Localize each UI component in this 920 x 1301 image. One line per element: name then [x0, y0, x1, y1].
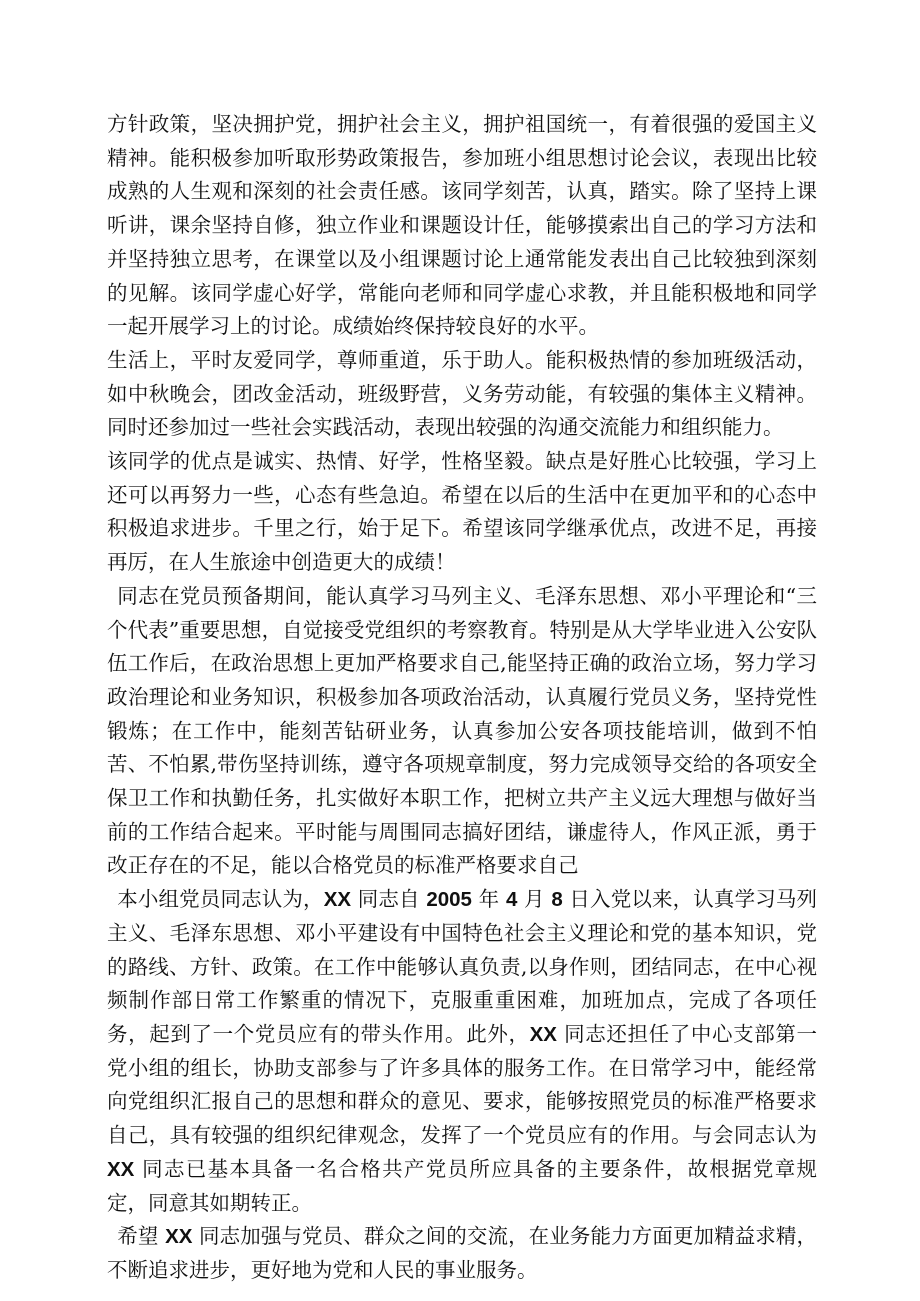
paragraph-text: 希望: [117, 1224, 166, 1249]
document-body: [107, 108, 817, 1288]
paragraph-text: 方针政策，坚决拥护党，拥护社会主义，拥护祖国统一，有着很强的爱国主义精神。能积极参加听取形势政策报告，参加班小组思想讨论会议，表现出比较成熟的人生观和深刻的社会责任感。该同学刻苦，认真，踏实。除了坚持上课听讲，课余坚持自修，独立作业和课题设计任，能够摸索出自己的学习方法和并坚持独立思考，在课堂以及小组课题讨论上通常能发表出自己比较独到深刻的见解。该同学虚心好学，常能向老师和同学虚心求教，并且能积极地和同学一起开展学习上的讨论。成绩始终保持较良好的水平。: [107, 112, 817, 339]
paragraph-text: 月: [517, 887, 552, 912]
paragraph-text: 年: [471, 887, 506, 912]
paragraph-text: 日入党以来，认真学习马列主义、毛泽东思想、邓小平建设有中国特色社会主义理论和党的基本知识，党的路线、方针、政策。在工作中能够认真负责,以身作则，团结同志，在中心视频制作部日常工作繁重的情况下，克服重重困难，加班加点，完成了各项任务，起到了一个党员应有的带头作用。此外，: [107, 887, 818, 1046]
paragraph-evaluation: [107, 445, 817, 580]
paragraph-text: 生活上，平时友爱同学，尊师重道，乐于助人。能积极热情的参加班级活动，如中秋晚会，团改金活动，班级野营，义务劳动能，有较强的集体主义精神。同时还参加过一些社会实践活动，表现出较强的沟通交流能力和组织能力。: [107, 347, 817, 440]
name-placeholder: XX: [165, 1225, 193, 1249]
month-value: 4: [505, 888, 518, 912]
paragraph-group-opinion: [107, 883, 817, 1220]
year-value: 2005: [426, 888, 472, 912]
paragraph-text: 同志已基本具备一名合格共产党员所应具备的主要条件，故根据党章规定，同意其如期转正。: [107, 1156, 817, 1215]
paragraph-political: [107, 108, 817, 344]
paragraph-life: [107, 344, 817, 445]
paragraph-text: 本小组党员同志认为，: [117, 887, 324, 912]
paragraph-text: 该同学的优点是诚实、热情、好学，性格坚毅。缺点是好胜心比较强，学习上还可以再努力一些，心态有些急迫。希望在以后的生活中在更加平和的心态中积极追求进步。千里之行，始于足下。希望该同学继承优点，改进不足，再接再厉，在人生旅途中创造更大的成绩！: [107, 449, 817, 575]
paragraph-text: 同志加强与党员、群众之间的交流，在业务能力方面更加精益求精，不断追求进步，更好地为党和人民的事业服务。: [107, 1224, 817, 1282]
paragraph-hope: [107, 1220, 817, 1287]
paragraph-text: 同志还担任了中心支部第一党小组的组长，协助支部参与了许多具体的服务工作。在日常学习中，能经常向党组织汇报自己的思想和群众的意见、要求，能够按照党员的标准严格要求自己，具有较强的组织纪律观念，发挥了一个党员应有的作用。与会同志认为: [107, 1021, 817, 1148]
name-placeholder: XX: [323, 888, 352, 912]
name-placeholder: XX: [529, 1022, 557, 1046]
name-placeholder: XX: [107, 1157, 135, 1181]
paragraph-text: 同志在党员预备期间，能认真学习马列主义、毛泽东思想、邓小平理论和“三个代表”重要思想，自觉接受党组织的考察教育。特别是从大学毕业进入公安队伍工作后，在政治思想上更加严格要求自己,能坚持正确的政治立场，努力学习政治理论和业务知识，积极参加各项政治活动，认真履行党员义务，坚持党性锻炼；在工作中，能刻苦钻研业务，认真参加公安各项技能培训，做到不怕苦、不怕累,带伤坚持训练，遵守各项规章制度，努力完成领导交给的各项安全保卫工作和执勤任务，扎实做好本职工作，把树立共产主义远大理想与做好当前的工作结合起来。平时能与周围同志搞好团结，谦虚待人，作风正派，勇于改正存在的不足，能以合格党员的标准严格要求自己: [107, 583, 817, 878]
paragraph-probation: [107, 580, 817, 883]
paragraph-text: 同志自: [351, 887, 427, 912]
day-value: 8: [551, 888, 563, 912]
